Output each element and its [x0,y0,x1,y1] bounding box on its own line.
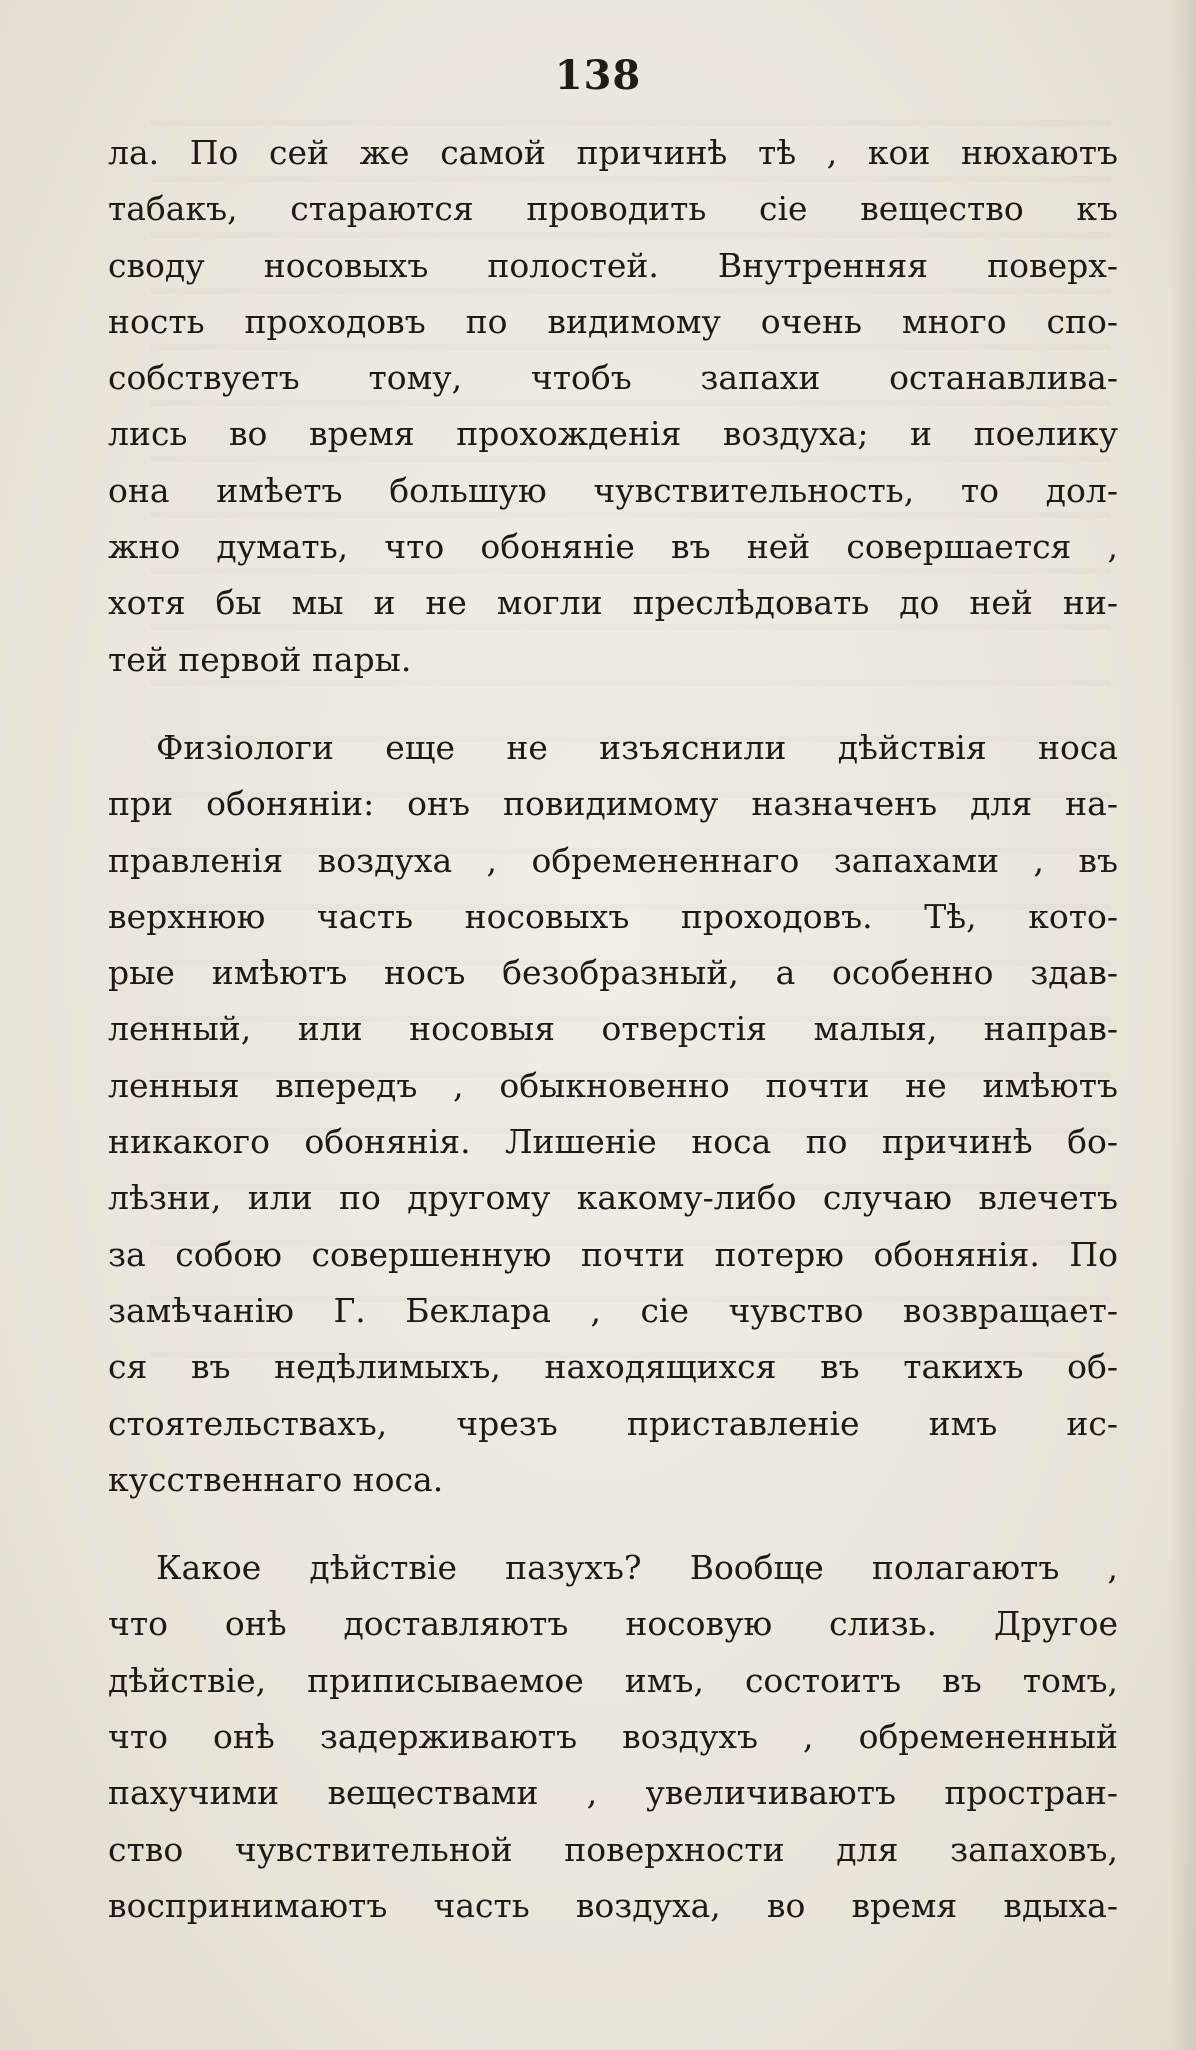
text-line: ность проходовъ по видимому очень много спо- [108,301,1118,341]
text-line: что онѣ задерживаютъ воздухъ , обремененный [108,1717,1118,1757]
paragraph-1 [108,125,1118,688]
paragraph-gap [108,688,1118,720]
text-line: Какое дѣйствіе пазухъ? Вообще полагаютъ , [156,1548,1118,1588]
text-line: она имѣетъ большую чувствительность, то дол- [108,470,1118,510]
text-line: стоятельствахъ, чрезъ приставленіе имъ ис- [108,1403,1118,1443]
text-line: собствуетъ тому, чтобъ запахи останавлива- [108,358,1118,398]
text-line: своду носовыхъ полостей. Внутренняя поверх- [108,245,1118,285]
text-line: рые имѣютъ носъ безобразный, а особенно здав- [108,953,1118,993]
text-line: кусственнаго носа. [108,1459,444,1499]
paragraph-3 [108,1540,1118,1934]
text-line: правленія воздуха , обремененнаго запахами , въ [108,840,1118,880]
paragraph-2 [108,720,1118,1508]
text-line: дѣйствіе, приписываемое имъ, состоитъ въ томъ, [108,1660,1118,1700]
text-line: ленныя впередъ , обыкновенно почти не имѣютъ [108,1065,1118,1105]
text-line: верхнюю часть носовыхъ проходовъ. Тѣ, кото- [108,896,1118,936]
text-line: ся въ недѣлимыхъ, находящихся въ такихъ об- [108,1347,1118,1387]
text-line: тей первой пары. [108,639,412,679]
text-line: ство чувствительной поверхности для запаховъ, [108,1829,1118,1869]
page-edge-shadow [1170,0,1196,2050]
text-line: хотя бы мы и не могли преслѣдовать до ней ни- [108,583,1118,623]
text-line: замѣчанію Г. Беклара , сіе чувство возвращает- [108,1290,1118,1330]
text-line: воспринимаютъ часть воздуха, во время вдыха- [108,1885,1118,1925]
text-line: табакъ, стараются проводить сіе вещество къ [108,189,1118,229]
text-line: ленный, или носовыя отверстія малыя, направ- [108,1009,1118,1049]
page-number: 138 [554,52,642,99]
text-line: ла. По сей же самой причинѣ тѣ , кои нюхаютъ [108,133,1118,172]
text-line: за собою совершенную почти потерю обонянія. По [108,1234,1118,1274]
text-line: жно думать, что обоняніе въ ней совершается , [108,527,1118,567]
text-line: при обоняніи: онъ повидимому назначенъ для на- [108,784,1118,824]
paragraph-gap [108,1508,1118,1540]
text-line: Физіологи еще не изъяснили дѣйствія носа [156,727,1118,767]
text-line: пахучими веществами , увеличиваютъ простран- [108,1773,1118,1813]
text-line: лѣзни, или по другому какому-либо случаю влечетъ [108,1178,1118,1218]
text-line: что онѣ доставляютъ носовую слизь. Другое [108,1604,1118,1644]
body-text [108,125,1118,1934]
text-line: никакого обонянія. Лишеніе носа по причинѣ бо- [108,1122,1118,1162]
text-line: лись во время прохожденія воздуха; и поелику [108,414,1118,454]
